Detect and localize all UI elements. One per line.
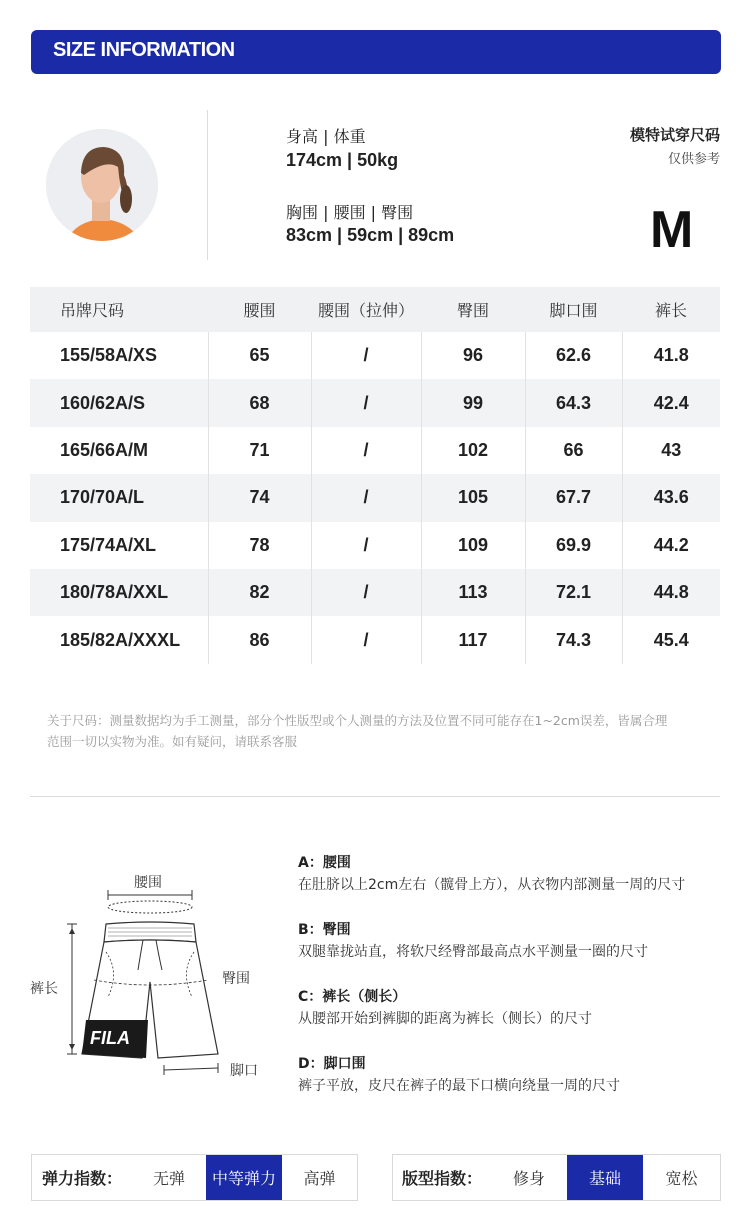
fit-index: [392, 1154, 721, 1201]
measure-desc-waist: 在肚脐以上2cm左右（髋骨上方），从衣物内部测量一周的尺寸: [298, 877, 686, 893]
table-cell: 96: [421, 332, 525, 379]
table-cell: /: [311, 522, 421, 569]
measurements-value: 83cm | 59cm | 89cm: [286, 225, 455, 245]
table-cell: /: [311, 379, 421, 426]
table-row: [30, 569, 720, 616]
table-cell: 170/70A/L: [30, 474, 208, 521]
table-cell: 165/66A/M: [60, 439, 149, 460]
size-note: [47, 710, 727, 752]
height-weight-value: 174cm | 50kg: [286, 150, 399, 170]
table-cell: 185/82A/XXXL: [60, 629, 181, 650]
note-line: 关于尺码：测量数据均为手工测量，部分个性版型或个人测量的方法及位置不同可能存在1~2cm误差，皆属合理: [47, 713, 668, 728]
table-cell: 105: [421, 474, 525, 521]
height-weight-label: 身高 | 体重: [286, 127, 366, 146]
table-cell: 45.4: [622, 616, 720, 663]
table-row: [30, 427, 720, 474]
table-cell: 66: [525, 427, 622, 474]
table-cell: 160/62A/S: [30, 379, 208, 426]
col-header: 腰围（拉伸）: [311, 287, 421, 332]
table-cell: /: [311, 332, 421, 379]
measure-title-hem: D：脚口围: [298, 1056, 366, 1072]
col-header: 臀围: [421, 287, 525, 332]
table-cell: /: [311, 569, 421, 616]
table-cell: 67.7: [525, 474, 622, 521]
table-cell: 43: [622, 427, 720, 474]
table-cell: 86: [208, 616, 311, 663]
table-row: [30, 616, 720, 663]
col-header: 裤长: [622, 287, 720, 332]
model-avatar: [46, 129, 158, 241]
table-cell: 102: [421, 427, 525, 474]
table-cell: 44.2: [622, 522, 720, 569]
table-cell: 74.3: [525, 616, 622, 663]
table-cell: 99: [421, 379, 525, 426]
measure-desc-hip: 双腿靠拢站直，将软尺经臀部最高点水平测量一圈的尺寸: [298, 944, 648, 960]
fit-index-label: 版型指数：: [401, 1169, 482, 1188]
size-info-header: [31, 30, 721, 74]
table-cell: 155/58A/XS: [60, 345, 158, 366]
table-row: [30, 379, 720, 426]
elasticity-index: [31, 1154, 358, 1201]
table-cell: 62.6: [525, 332, 622, 379]
fit-option-regular: 基础: [567, 1155, 643, 1200]
fit-option-slim: 修身: [512, 1169, 545, 1188]
table-cell: /: [311, 427, 421, 474]
table-cell: 74: [208, 474, 311, 521]
waist-label: 腰围: [134, 875, 162, 891]
table-row: [30, 522, 720, 569]
table-cell: 175/74A/XL: [60, 534, 157, 555]
measure-title-waist: A：腰围: [298, 855, 351, 871]
table-cell: 180/78A/XXL: [30, 569, 208, 616]
table-cell: 72.1: [525, 569, 622, 616]
table-cell: 42.4: [622, 379, 720, 426]
table-header-row: [30, 287, 720, 332]
table-row: [30, 332, 720, 379]
size-table: [30, 287, 720, 664]
table-cell: 71: [208, 427, 311, 474]
col-header: 脚口围: [525, 287, 622, 332]
table-cell: /: [311, 616, 421, 663]
elasticity-label: 弹力指数：: [41, 1169, 122, 1188]
table-cell: 68: [208, 379, 311, 426]
col-header: 吊牌尺码: [30, 287, 208, 332]
table-cell: 117: [421, 616, 525, 663]
fit-subtitle: 仅供参考: [667, 152, 720, 167]
measure-title-hip: B：臀围: [298, 922, 351, 938]
shorts-diagram: [28, 862, 278, 1092]
table-cell: 43.6: [622, 474, 720, 521]
divider-vertical: [207, 110, 208, 260]
table-cell: 69.9: [525, 522, 622, 569]
table-cell: 64.3: [525, 379, 622, 426]
table-cell: 78: [208, 522, 311, 569]
table-cell: 41.8: [622, 332, 720, 379]
elasticity-option-medium: 中等弹力: [206, 1155, 282, 1200]
table-cell: 65: [208, 332, 311, 379]
fit-size: M: [650, 201, 694, 259]
table-cell: 113: [421, 569, 525, 616]
section-divider: [30, 796, 720, 797]
measure-desc-length: 从腰部开始到裤脚的距离为裤长（侧长）的尺寸: [298, 1011, 592, 1027]
hem-label: 脚口: [230, 1063, 258, 1079]
table-cell: 44.8: [622, 569, 720, 616]
col-header: 腰围: [208, 287, 311, 332]
note-line: 范围一切以实物为准。如有疑问，请联系客服: [47, 734, 298, 749]
table-cell: /: [311, 474, 421, 521]
measure-title-length: C：裤长（侧长）: [298, 989, 407, 1005]
length-label: 裤长: [30, 981, 58, 997]
fit-option-loose: 宽松: [665, 1169, 698, 1188]
table-row: [30, 474, 720, 521]
measure-desc-hem: 裤子平放，皮尺在裤子的最下口横向绕量一周的尺寸: [298, 1078, 620, 1094]
header-title: SIZE INFORMATION: [53, 39, 235, 61]
table-cell: 109: [421, 522, 525, 569]
elasticity-option-none: 无弹: [152, 1169, 185, 1188]
shorts-logo: FILA: [90, 1028, 130, 1048]
measurements-label: 胸围 | 腰围 | 臀围: [286, 203, 414, 222]
elasticity-option-high: 高弹: [303, 1169, 336, 1188]
hip-label: 臀围: [222, 971, 250, 987]
fit-title: 模特试穿尺码: [629, 126, 720, 144]
table-cell: 82: [208, 569, 311, 616]
